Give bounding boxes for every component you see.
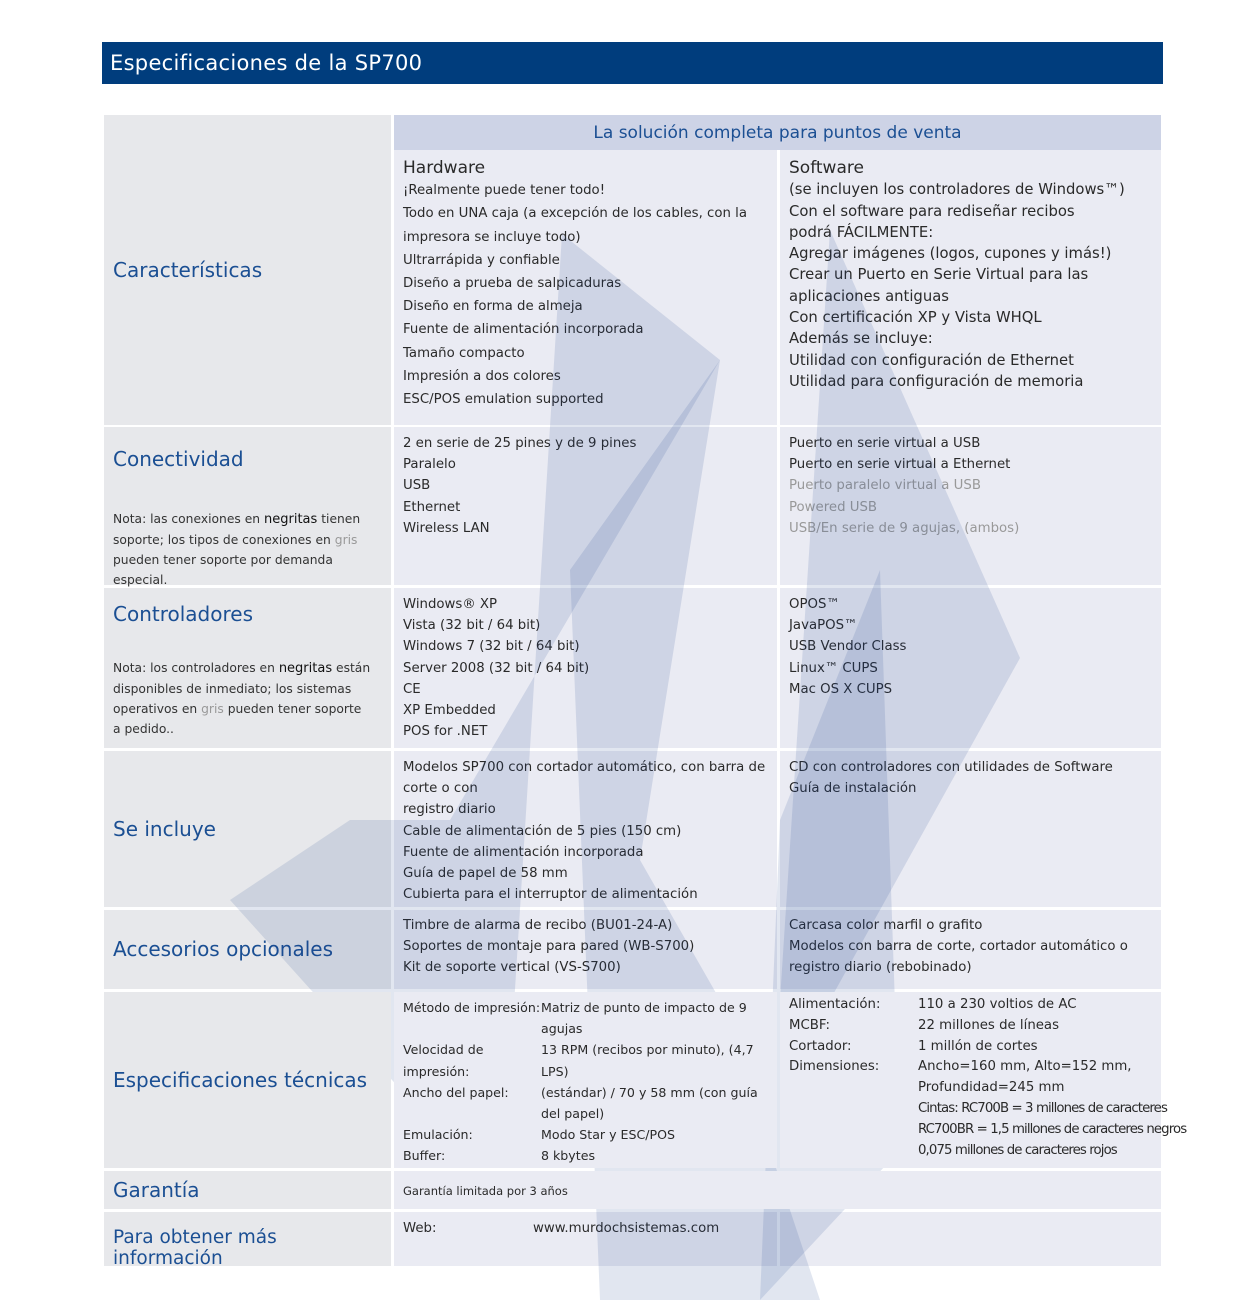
spec-key: Ancho del papel:	[403, 1084, 509, 1100]
row-label: Accesorios opcionales	[113, 937, 334, 961]
list-item: Paralelo	[403, 457, 456, 473]
list-item: Con certificación XP y Vista WHQL	[789, 309, 1042, 327]
spec-item	[403, 1145, 771, 1166]
warranty-value: Garantía limitada por 3 años	[403, 1184, 568, 1198]
spec-key: Velocidad de impresión:	[403, 1042, 484, 1079]
info-empty-cell	[780, 1212, 1161, 1266]
list-item: Timbre de alarma de recibo (BU01-24-A)	[403, 918, 673, 933]
spec-item	[789, 1099, 1167, 1120]
drivers-note: Nota: los controladores en negritas están disponibles de inmediato; los sistemas operativos en gris pueden tener soporte a pedido..	[113, 661, 371, 736]
list-item: impresora se incluye todo)	[403, 229, 581, 245]
list-item: Puerto en serie virtual a USB	[789, 436, 981, 451]
list-item: Diseño a prueba de salpicaduras	[403, 276, 622, 292]
list-item: Con el software para rediseñar recibos	[789, 202, 1075, 220]
list-item: POS for .NET	[403, 724, 488, 740]
web-label: Web:	[403, 1221, 437, 1236]
row-label: Especificaciones técnicas	[113, 1068, 368, 1092]
spec-key: MCBF:	[789, 1017, 830, 1033]
list-item: Modelos con barra de corte, cortador automático o	[789, 939, 1128, 955]
spec-item	[403, 1082, 771, 1124]
list-item: CE	[403, 681, 421, 697]
list-item: Guía de papel de 58 mm	[403, 866, 568, 882]
list-item: Windows® XP	[403, 597, 498, 612]
connectivity-note: Nota: las conexiones en negritas tienen soporte; los tipos de conexiones en gris pueden tener soporte por demanda especial.	[113, 512, 361, 587]
row-label: Características	[113, 258, 263, 282]
list-item: Vista (32 bit / 64 bit)	[403, 618, 541, 634]
spec-value: Cintas: RC700B = 3 millones de caracteres	[918, 1100, 1167, 1116]
spec-key	[789, 1120, 918, 1141]
list-item: Impresión a dos colores	[403, 368, 561, 384]
list-item: Cable de alimentación de 5 pies (150 cm)	[403, 823, 682, 839]
page-title: Especificaciones de la SP700	[102, 42, 1163, 84]
list-item: registro diario	[403, 802, 496, 818]
software-title: Software	[789, 158, 864, 178]
list-item: podrá FÁCILMENTE:	[789, 223, 934, 241]
list-item: Kit de soporte vertical (VS-S700)	[403, 960, 621, 976]
list-item: aplicaciones antiguas	[789, 287, 949, 305]
row-label: Para obtener más información	[113, 1227, 277, 1269]
hardware-title: Hardware	[403, 158, 486, 178]
spec-value: (estándar) / 70 y 58 mm (con guía del papel)	[541, 1084, 758, 1122]
list-item: ESC/POS emulation supported	[403, 392, 604, 408]
spec-value: 8 kbytes	[541, 1148, 596, 1164]
list-item: Guía de instalación	[789, 781, 917, 797]
spec-key: Buffer:	[403, 1148, 446, 1164]
list-item: USB Vendor Class	[789, 639, 907, 655]
list-item: Crear un Puerto en Serie Virtual para las	[789, 266, 1089, 284]
spec-value: 110 a 230 voltios de AC	[918, 997, 1077, 1012]
list-item: Tamaño compacto	[403, 345, 525, 361]
spec-value: Matriz de punto de impacto de 9 agujas	[541, 1000, 747, 1037]
spec-item	[403, 1124, 771, 1145]
list-item: JavaPOS™	[789, 618, 858, 634]
spec-item	[789, 995, 1155, 1016]
list-item: Powered USB	[789, 499, 878, 515]
spec-value: 22 millones de líneas	[918, 1017, 1060, 1033]
list-item: Todo en UNA caja (a excepción de los cables, con la	[403, 206, 747, 222]
list-item: Wireless LAN	[403, 520, 490, 536]
spec-value: 1 millón de cortes	[918, 1038, 1038, 1054]
list-item: Linux™ CUPS	[789, 660, 878, 676]
spec-item	[789, 1120, 1187, 1141]
row-info	[104, 1212, 1161, 1269]
row-accessories	[104, 910, 1161, 989]
spec-key: Dimensiones:	[789, 1059, 880, 1075]
list-item: Ethernet	[403, 499, 461, 515]
list-item: Server 2008 (32 bit / 64 bit)	[403, 660, 590, 676]
spec-value: 0,075 millones de caracteres rojos	[918, 1142, 1117, 1158]
spec-item	[403, 997, 771, 1039]
list-item: Fuente de alimentación incorporada	[403, 322, 644, 338]
row-connectivity	[104, 427, 1161, 585]
spec-key: Método de impresión:	[403, 1000, 541, 1015]
spec-item	[789, 1057, 1155, 1099]
list-item: ¡Realmente puede tener todo!	[403, 183, 606, 199]
spec-key: Emulación:	[403, 1127, 473, 1143]
list-item: OPOS™	[789, 597, 840, 612]
spec-value: Ancho=160 mm, Alto=152 mm, Profundidad=245 mm	[918, 1059, 1132, 1096]
list-item: Agregar imágenes (logos, cupones y imás!)	[789, 245, 1112, 263]
row-included	[104, 751, 1161, 907]
row-label: Controladores	[113, 602, 253, 626]
list-item: Puerto paralelo virtual a USB	[789, 478, 981, 494]
row-label: Se incluye	[113, 817, 216, 841]
spec-item	[789, 1141, 1155, 1162]
spec-item	[403, 1039, 771, 1081]
list-item: Fuente de alimentación incorporada	[403, 844, 644, 860]
list-item: 2 en serie de 25 pines y de 9 pines	[403, 436, 637, 451]
subheader: La solución completa para puntos de venta	[394, 115, 1161, 150]
spec-key	[789, 1099, 918, 1120]
list-item: Modelos SP700 con cortador automático, con barra de corte o con	[403, 760, 766, 797]
list-item: Ultrarrápida y confiable	[403, 252, 560, 268]
list-item: XP Embedded	[403, 703, 496, 719]
list-item: Mac OS X CUPS	[789, 681, 893, 697]
row-label: Garantía	[113, 1178, 200, 1202]
spec-item	[789, 1016, 1155, 1037]
list-item: USB	[403, 478, 431, 494]
row-features	[104, 150, 1161, 425]
spec-key: Cortador:	[789, 1038, 852, 1054]
row-drivers	[104, 588, 1161, 748]
list-item: Windows 7 (32 bit / 64 bit)	[403, 639, 580, 655]
list-item: (se incluyen los controladores de Windows™)	[789, 181, 1125, 199]
web-link[interactable]: www.murdochsistemas.com	[533, 1221, 720, 1236]
list-item: Soportes de montaje para pared (WB-S700)	[403, 939, 695, 955]
list-item: registro diario (rebobinado)	[789, 960, 972, 976]
list-item: Carcasa color marfil o grafito	[789, 918, 983, 933]
list-item: Diseño en forma de almeja	[403, 299, 583, 315]
row-specs	[104, 992, 1187, 1168]
list-item: Puerto en serie virtual a Ethernet	[789, 457, 1011, 473]
spec-value: Modo Star y ESC/POS	[541, 1127, 676, 1143]
spec-item	[789, 1037, 1155, 1058]
list-item: Utilidad con configuración de Ethernet	[789, 351, 1074, 369]
row-label: Conectividad	[113, 447, 244, 471]
spec-value: 13 RPM (recibos por minuto), (4,7 LPS)	[541, 1042, 754, 1079]
spec-key	[789, 1141, 918, 1162]
list-item: Utilidad para configuración de memoria	[789, 372, 1084, 390]
list-item: USB/En serie de 9 agujas, (ambos)	[789, 520, 1020, 536]
list-item: Cubierta para el interruptor de alimentación	[403, 887, 698, 903]
list-item: CD con controladores con utilidades de Software	[789, 760, 1113, 775]
row-warranty	[104, 1171, 1161, 1209]
spec-key: Alimentación:	[789, 997, 881, 1012]
spec-value: RC700BR = 1,5 millones de caracteres negros	[918, 1121, 1187, 1137]
list-item: Además se incluye:	[789, 330, 933, 348]
